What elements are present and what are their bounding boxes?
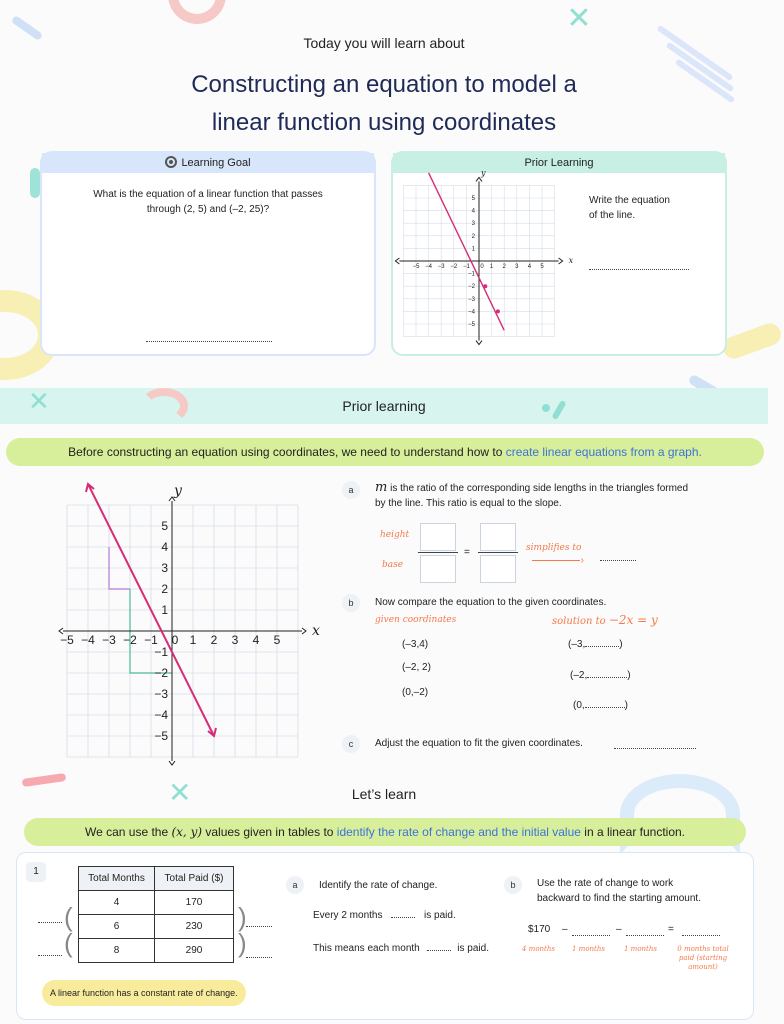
x-tick-label: 4 [252,633,260,647]
m-symbol: m [375,480,388,495]
x-tick-label: 5 [273,633,281,647]
note-0-months [672,945,734,972]
months-table-header-1: Total Months [79,867,155,891]
x-tick-label: 2 [502,264,506,270]
solution-row-2-close: ) [627,670,631,681]
x-axis-arrow [302,628,306,634]
prior-learning-band-title: Prior learning [342,398,426,414]
note-0-months-line2: paid (starting [678,954,728,962]
y-axis-label: y [481,168,486,178]
table-row [79,915,234,939]
decor-teal-cross-3: ✕ [168,777,192,808]
x-tick-label: −1 [144,633,158,647]
x-tick-label: −2 [450,264,458,270]
y-axis-arrow [476,177,482,181]
table-row [79,939,234,963]
example-part-b-label: b [504,876,522,894]
lesson-subtitle: Today you will learn about [303,35,465,51]
x-tick-label: 1 [489,264,494,270]
lesson-title-line2: linear function using coordinates [211,109,557,136]
fraction2-denominator-box[interactable] [480,555,516,583]
target-icon [165,156,177,168]
solution-row-2 [570,668,631,683]
x-tick-label: −2 [123,633,137,647]
decor-teal-cross-2: ✕ [28,386,50,416]
solution-row-2-blank[interactable] [587,677,627,678]
right-bracket-2: ) [238,928,247,958]
x-axis-arrow-left [395,258,399,264]
y-tick-label: −2 [468,284,475,291]
y-axis-arrow-down [169,761,175,765]
given-coordinates-title: given coordinates [375,615,457,625]
fraction1-bar [418,552,458,553]
starting-amount-blank[interactable] [682,935,720,936]
example-part-a-line2 [313,941,489,956]
table-row [79,891,234,915]
given-coord-1: (–3,4) [402,639,429,650]
solution-row-1-close: ) [619,639,623,650]
prior-learning-band [0,388,768,424]
solution-row-1-blank[interactable] [585,646,619,647]
y-tick-label: 4 [471,208,475,215]
note-0-months-line3: amount) [688,963,718,971]
table-cell: 170 [155,891,234,915]
fraction2-bar [478,552,518,553]
lets-learn-intro-math: (x, y) [171,825,203,839]
lets-learn-intro-link[interactable]: identify the rate of change and the initial value [336,825,581,839]
paid-diff-blank-2[interactable] [246,957,272,958]
left-bracket-1: ( [64,902,73,932]
y-tick-label: −1 [468,271,475,278]
fraction-equals: = [464,547,470,558]
learning-goal-question-line2: through (2, 5) and (–2, 25)? [146,204,270,215]
y-tick-label: 3 [161,561,168,575]
prior-card-instruction-line1: Write the equation [589,195,670,206]
part-c-label: c [342,735,360,753]
x-tick-label: −4 [81,633,95,647]
table-cell: 290 [155,939,234,963]
lesson-title [0,66,768,142]
y-tick-label: −3 [154,687,168,701]
solution-row-3-label: (0, [573,700,585,711]
prior-card-instruction-line2: of the line. [589,210,636,221]
left-bracket-2: ( [64,928,73,958]
height-label: height [380,530,410,540]
learning-goal-label: Learning Goal [181,157,251,169]
table-cell: 230 [155,915,234,939]
y-axis-arrow-down [476,341,482,345]
lesson-title-line1: Constructing an equation to model a [191,71,577,98]
graph-point [496,309,500,313]
each-month-blank[interactable] [427,950,451,951]
x-tick-label: −5 [60,633,74,647]
y-tick-label: 5 [161,519,168,533]
y-tick-label: −3 [468,296,475,303]
minus-1: – [562,924,568,935]
solution-title [552,613,658,627]
months-diff-blank-1[interactable] [38,922,62,923]
right-bracket-1: ) [238,902,247,932]
solution-title-prefix: solution to [552,616,609,627]
y-tick-label: −4 [468,309,475,316]
graph-point [483,284,487,288]
x-tick-label: −4 [425,264,433,270]
example-part-a-line1 [313,908,456,923]
example-part-b-text-line1: Use the rate of change to work [537,878,674,889]
table-cell: 4 [79,891,155,915]
table-cell: 6 [79,915,155,939]
learning-goal-card [40,151,376,356]
x-tick-label: 0 [480,264,484,270]
x-tick-label: 3 [231,633,239,647]
part-b-text: Now compare the equation to the given coordinates. [375,597,607,608]
decor-pink-arc [168,0,226,24]
x-tick-label: −5 [412,264,420,270]
equals-sign: = [668,924,674,935]
y-tick-label: 1 [161,603,168,617]
note-4-months: 4 months [522,945,555,953]
y-tick-label: 2 [471,233,475,240]
lets-learn-intro-suffix: in a linear function. [580,825,686,839]
months-diff-blank-2[interactable] [38,955,62,956]
start-amount: $170 [528,924,551,935]
lets-learn-intro [24,818,746,846]
y-tick-label: 3 [471,221,475,228]
solution-row-3 [573,698,628,713]
main-graph [47,481,331,757]
example-part-b-text-line2: backward to find the starting amount. [537,893,701,904]
given-coord-3: (0,–2) [402,687,429,698]
x-axis-arrow [559,258,563,264]
x-tick-label: 1 [189,633,197,647]
note-1-month-b: 1 months [624,945,657,953]
months-table-header-2: Total Paid ($) [155,867,234,891]
part-c-text: Adjust the equation to fit the given coordinates. [375,738,583,749]
learning-goal-question-line1: What is the equation of a linear function that passes [93,189,323,200]
prior-card-answer-blank[interactable] [589,269,689,270]
x-tick-label: 4 [527,264,532,270]
prior-card-instruction [589,193,670,223]
example-number: 1 [26,862,46,882]
lets-learn-band-title: Let’s learn [351,786,417,802]
every-2-months-blank[interactable] [391,917,415,918]
y-tick-label: 4 [161,540,168,554]
solution-row-2-label: (–2, [570,670,588,681]
lets-learn-intro-mid: values given in tables to [202,825,337,839]
solution-row-1 [568,637,623,652]
simplifies-label: simplifies to [526,543,582,553]
x-tick-label: 0 [171,633,179,647]
example-part-a-line2-prefix: This means each month [313,943,420,954]
fraction1-denominator-box[interactable] [420,555,456,583]
part-b-label: b [342,594,360,612]
decor-pink-arc-2 [140,388,188,424]
y-tick-label: −5 [154,729,168,743]
learning-goal-answer-blank[interactable] [146,341,272,342]
decor-teal-dot [30,168,40,198]
part-c-answer-blank[interactable] [614,748,696,749]
solution-row-3-close: ) [624,700,629,711]
example-part-a-label: a [286,876,304,894]
decor-yellow-bar [720,320,784,361]
prior-learning-card [391,151,727,356]
x-tick-label: 2 [210,633,218,647]
example-part-b-text [537,876,701,906]
example-part-a-text: Identify the rate of change. [319,880,438,891]
x-tick-label: −1 [462,264,470,270]
prior-learning-header: Prior Learning [393,153,725,173]
x-tick-label: 5 [540,264,544,270]
decor-teal-dots [542,400,572,420]
y-tick-label: 2 [161,582,168,596]
y-tick-label: 5 [471,196,475,202]
note-0-months-line1: 0 months total [677,945,729,953]
solution-row-1-label: (–3, [568,639,586,650]
prior-learning-intro-link[interactable]: create linear equations from a graph. [505,445,702,459]
y-tick-label: −2 [154,666,168,680]
learning-goal-question [42,187,374,217]
part-a-label: a [342,481,360,499]
note-badge: A linear function has a constant rate of change. [42,980,246,1006]
y-tick-label: 1 [471,246,475,253]
x-tick-label: −3 [102,633,116,647]
part-a-text-line2: by the line. This ratio is equal to the slope. [375,498,562,509]
learning-goal-header [42,153,374,173]
example-part-a-line1-suffix: is paid. [424,910,456,921]
work-back-blank-1[interactable] [572,935,610,936]
part-a-text [375,480,755,511]
solution-equation: −2x = y [608,613,658,627]
x-axis-label: x [312,623,320,639]
base-label: base [382,560,404,570]
paid-diff-blank-1[interactable] [246,926,272,927]
prior-card-graph [407,168,574,339]
y-axis-label: y [174,483,182,499]
example-part-a-line2-suffix: is paid. [457,943,489,954]
x-axis-label: x [568,256,574,265]
prior-learning-intro-text: Before constructing an equation using coordinates, we need to understand how to [68,445,506,459]
fraction1-numerator-box[interactable] [420,523,456,551]
note-1-month-a: 1 months [572,945,605,953]
minus-2: – [616,924,622,935]
prior-learning-intro [6,438,764,466]
x-tick-label: −3 [437,264,445,270]
lets-learn-band [0,776,768,812]
y-tick-label: −5 [468,322,475,328]
lets-learn-intro-prefix: We can use the [84,825,172,839]
fraction2-numerator-box[interactable] [480,523,516,551]
slope-answer-blank[interactable] [600,560,636,561]
y-tick-label: −1 [154,645,168,659]
solution-row-3-blank[interactable] [585,707,625,708]
table-cell: 8 [79,939,155,963]
y-tick-label: −4 [154,708,168,722]
x-tick-label: 3 [515,264,519,270]
simplifies-arrow: › [532,560,580,561]
decor-teal-cross: ✕ [566,2,592,35]
part-a-text-line1: is the ratio of the corresponding side lengths in the triangles formed [387,483,689,494]
work-back-blank-2[interactable] [626,935,664,936]
given-coord-2: (–2, 2) [402,662,431,673]
months-table [78,866,234,963]
example-part-a-line1-prefix: Every 2 months [313,910,383,921]
